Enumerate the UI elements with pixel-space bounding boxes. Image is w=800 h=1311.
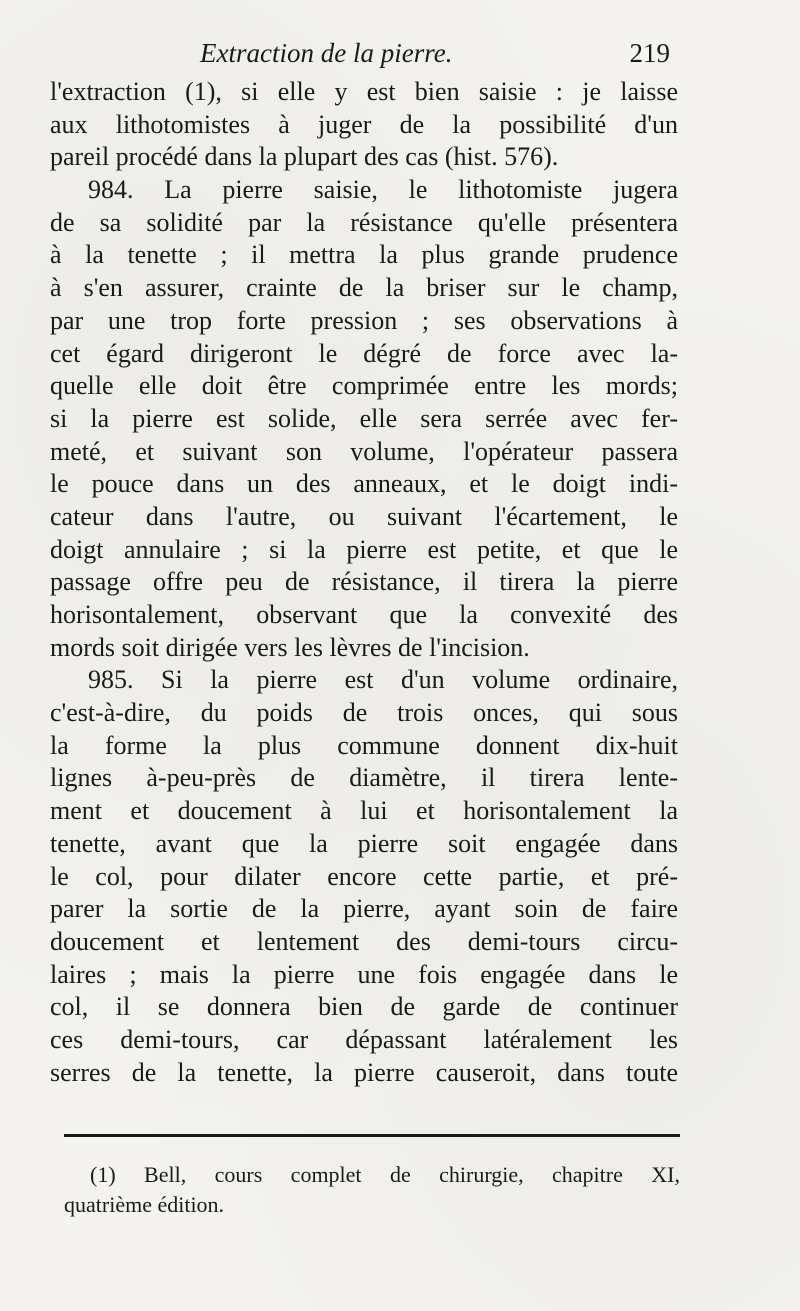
text-line: serres de la tenette, la pierre causeroit, dans toute (50, 1057, 678, 1087)
text-line: tenette, avant que la pierre soit engagée dans (50, 828, 678, 858)
text-line: passage offre peu de résistance, il tirera la pierre (50, 567, 678, 597)
text-line: l'extraction (1), si elle y est bien saisie : je laisse (50, 77, 678, 106)
text-line: laires ; mais la pierre une fois engagée dans le (50, 959, 678, 989)
text-line: pareil procédé dans la plupart des cas (hist. 576). (50, 142, 559, 172)
text-line: c'est-à-dire, du poids de trois onces, qui sous (50, 698, 678, 728)
text-line: par une trop forte pression ; ses observations à (50, 305, 678, 335)
running-head (200, 34, 680, 74)
text-line: doigt annulaire ; si la pierre est petite, et que le (50, 534, 678, 564)
text-line: si la pierre est solide, elle sera serrée avec fer- (50, 403, 678, 433)
running-title: Extraction de la pierre. (200, 38, 453, 68)
page-number: 219 (629, 38, 670, 68)
text-line: col, il se donnera bien de garde de continuer (50, 992, 678, 1022)
text-line: aux lithotomistes à juger de la possibilité d'un (50, 109, 678, 139)
footnotes (64, 1160, 680, 1220)
text-line: mords soit dirigée vers les lèvres de l'incision. (50, 632, 530, 662)
text-line: horisontalement, observant que la convexité des (50, 600, 678, 629)
text-line: lignes à-peu-près de diamètre, il tirera lente- (50, 763, 678, 793)
text-line: cet égard dirigeront le dégré de force avec la- (50, 338, 678, 368)
footnote-line: (1) Bell, cours complet de chirurgie, chapitre XI, (90, 1162, 680, 1187)
text-line: meté, et suivant son volume, l'opérateur passera (50, 436, 678, 466)
paragraph-985-start: 985. Si la pierre est d'un volume ordinaire, (88, 665, 678, 695)
text-line: le pouce dans un des anneaux, et le doigt indi- (50, 469, 678, 499)
text-line: le col, pour dilater encore cette partie, et pré- (50, 861, 678, 891)
text-line: doucement et lentement des demi-tours circu- (50, 926, 678, 956)
paragraph-984-start: 984. La pierre saisie, le lithotomiste jugera (88, 175, 678, 205)
text-line: parer la sortie de la pierre, ayant soin de faire (50, 894, 678, 924)
text-line: ment et doucement à lui et horisontalement la (50, 796, 678, 826)
text-line: cateur dans l'autre, ou suivant l'écartement, le (50, 501, 678, 531)
text-line: ces demi-tours, car dépassant latéralement les (50, 1024, 678, 1054)
text-line: de sa solidité par la résistance qu'elle présentera (50, 207, 678, 237)
text-line: la forme la plus commune donnent dix-huit (50, 730, 678, 760)
footnote-rule (64, 1134, 680, 1137)
text-line: à s'en assurer, crainte de la briser sur le champ, (50, 273, 678, 303)
footnote-line: quatrième édition. (64, 1192, 225, 1217)
text-line: à la tenette ; il mettra la plus grande prudence (50, 240, 678, 270)
text-line: quelle elle doit être comprimée entre les mords; (50, 371, 678, 401)
body-text (50, 76, 678, 1089)
